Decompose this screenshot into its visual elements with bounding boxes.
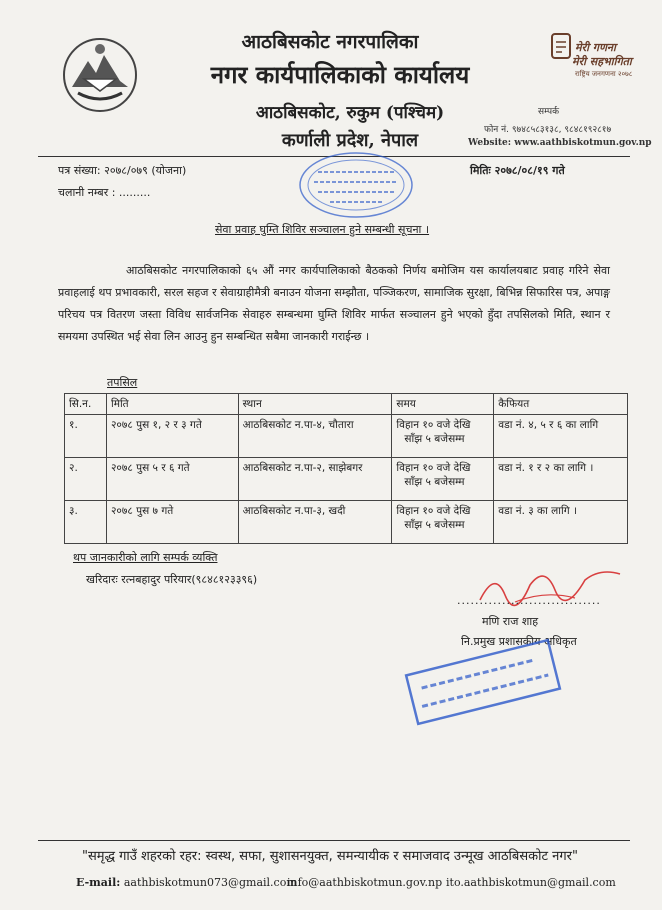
- row-time-end: साँझ ५ बजेसम्म: [404, 433, 465, 445]
- table-header-cell: मिति: [106, 394, 238, 415]
- row-remark: वडा नं. ४, ५ र ६ का लागि: [494, 415, 628, 458]
- row-date: २०७८ पुस ७ गते: [106, 501, 238, 544]
- schedule-table: [64, 393, 628, 544]
- dispatch-number: [58, 185, 150, 200]
- row-serial: २.: [65, 458, 107, 501]
- row-serial: ३.: [65, 501, 107, 544]
- row-time-end: साँझ ५ बजेसम्म: [404, 476, 465, 488]
- table-header-cell: समय: [392, 394, 494, 415]
- table-title: तपसिल: [107, 376, 138, 389]
- table-header-row: [65, 394, 628, 415]
- office-name: आठबिसकोट नगरपालिका: [241, 31, 419, 53]
- footer-divider: [38, 840, 630, 841]
- row-date: २०७८ पुस १, २ र ३ गते: [106, 415, 238, 458]
- website: Website: www.aathbiskotmun.gov.np: [468, 138, 652, 148]
- row-time: [392, 501, 494, 544]
- email-1[interactable]: aathbiskotmun073@gmail.com: [123, 876, 297, 889]
- census-logo-line1: मेरी गणना: [575, 41, 616, 54]
- row-serial: १.: [65, 415, 107, 458]
- letter-number: [58, 163, 186, 178]
- office-title: नगर कार्यपालिकाको कार्यालय: [210, 60, 470, 89]
- row-time: [392, 458, 494, 501]
- row-date: २०७८ पुस ५ र ६ गते: [106, 458, 238, 501]
- office-address: आठबिसकोट, रुकुम (पश्चिम): [255, 103, 445, 123]
- row-time-start: विहान १० वजे देखि: [396, 462, 471, 474]
- row-place: आठबिसकोट न.पा-२, साझेबगर: [238, 458, 392, 501]
- email-3[interactable]: ito.aathbiskotmun@gmail.com: [446, 876, 616, 889]
- census-logo-line2: मेरी सहभागिता: [572, 55, 632, 68]
- contact-person-title: थप जानकारीको लागि सम्पर्क व्यक्ति: [73, 551, 218, 564]
- subject-line: सेवा प्रवाह घुम्ति शिविर सञ्चालन हुने सम्बन्धी सूचना ।: [215, 223, 430, 236]
- row-place: आठबिसकोट न.पा-४, चौतारा: [238, 415, 392, 458]
- dispatch-value: .........: [118, 186, 151, 199]
- row-time: [392, 415, 494, 458]
- letter-date: [470, 163, 565, 178]
- table-header-cell: सि.न.: [65, 394, 107, 415]
- nepal-emblem-icon: [60, 35, 140, 115]
- footer-email-primary: [76, 876, 297, 889]
- census-logo-icon: [550, 32, 572, 62]
- office-round-stamp-icon: [296, 150, 416, 220]
- email-label: E-mail:: [76, 876, 121, 889]
- contact-label: सम्पर्क: [538, 107, 559, 117]
- row-place: आठबिसकोट न.पा-३, खदी: [238, 501, 392, 544]
- row-time-end: साँझ ५ बजेसम्म: [404, 519, 465, 531]
- letter-number-value: २०७८/०७९ (योजना): [104, 164, 187, 177]
- dispatch-label: चलानी नम्बर :: [58, 186, 116, 199]
- letter-number-label: पत्र संख्या:: [58, 164, 101, 177]
- signature-line: ................................: [457, 594, 601, 607]
- row-remark: वडा नं. १ र २ का लागि ।: [494, 458, 628, 501]
- census-logo-line3: राष्ट्रिय जनगणना २०७८: [575, 70, 633, 78]
- date-label: मितिः: [470, 164, 491, 177]
- email-2[interactable]: info@aathbiskotmun.gov.np: [287, 876, 443, 889]
- signatory-name: मणि राज शाह: [482, 615, 539, 628]
- body-paragraph: आठबिसकोट नगरपालिकाको ६५ औं नगर कार्यपालिकाको बैठकको निर्णय बमोजिम यस कार्यालयबाट प्रवाह गरिने सेवा प्रवाहलाई थप प्रभावकारी, सरल सहज र सेवाग्राहीमैत्री बनाउन योजना सम्झौता, पञ्जिकरण, सामाजिक सुरक्षा, बिभिन्न सिफारिस पत्र, अपाङ्ग परिचय पत्र वितरण जस्ता विविध सार्वजनिक सेवाहरु सम्बन्धमा घुम्ति शिविर मार्फत सञ्चालन हुने भएको हुँदा तपसिलको मिति, स्थान र समयमा उपस्थित भई सेवा लिन आउनु हुन सम्बन्धित सबैमा जानकारी गराईन्छ ।: [58, 264, 610, 343]
- signatory-designation: नि.प्रमुख प्रशासकीय अधिकृत: [461, 635, 577, 648]
- office-province: कर्णाली प्रदेश, नेपाल: [281, 130, 419, 151]
- contact-person: खरिदारः रत्नबहादुर परियार(९८४८१२३३९६): [86, 573, 258, 586]
- row-remark: वडा नं. ३ का लागि ।: [494, 501, 628, 544]
- table-row: [65, 415, 628, 458]
- row-time-start: विहान १० वजे देखि: [396, 419, 471, 431]
- date-value: २०७८/०८/१९ गते: [494, 164, 565, 177]
- phone-numbers: फोन नं. ९७४८५८३१३८, ९८४८१९२८१७: [484, 125, 612, 135]
- footer-motto: "समृद्ध गाउँ शहरको रहर: स्वस्थ, सफा, सुशासनयुक्त, समन्यायीक र समाजवाद उन्मूख आठबिसकोट नगर": [82, 849, 578, 864]
- row-time-start: विहान १० वजे देखि: [396, 505, 471, 517]
- table-row: [65, 458, 628, 501]
- table-header-cell: कैफियत: [494, 394, 628, 415]
- table-row: [65, 501, 628, 544]
- signatory-rect-stamp-icon: [404, 638, 563, 727]
- table-header-cell: स्थान: [238, 394, 392, 415]
